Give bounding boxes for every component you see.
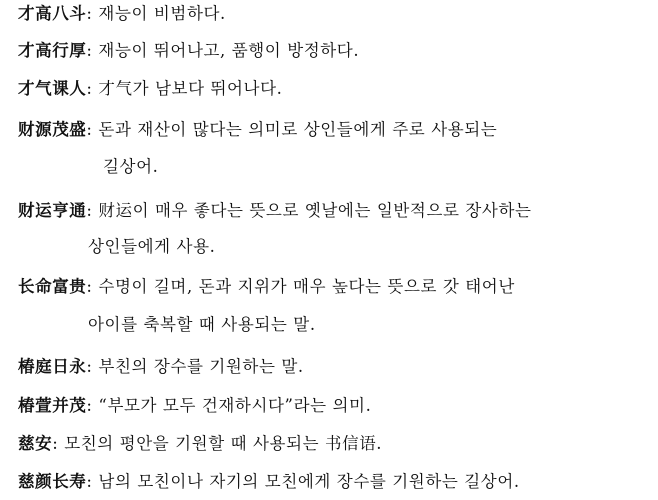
entry-term: 才高八斗 [18,4,87,23]
entry-definition: 수명이 길며, 돈과 지위가 매우 높다는 뜻으로 갓 태어난 [98,277,515,296]
entry-term: 长命富贵 [18,277,87,296]
entry-separator: : [86,41,99,60]
entry-separator: : [86,472,99,491]
entry-definition: 모친의 평안을 기원할 때 사용되는 书信语. [64,434,383,453]
entry-definition: 남의 모친이나 자기의 모친에게 장수를 기원하는 길상어. [98,472,520,491]
entry-separator: : [86,4,99,23]
entry-definition: 재능이 뛰어나고, 품행이 방정하다. [98,41,360,60]
entry-definition: 부친의 장수를 기원하는 말. [98,357,304,376]
entry-separator: : [86,277,99,296]
entry-continuation: 길상어. [103,157,159,176]
entry-separator: : [86,396,99,415]
entry-separator: : [86,79,99,98]
entry-line [18,396,371,416]
entry-line [18,472,520,492]
entry-term: 慈颜长寿 [18,472,87,491]
entry-definition: 돈과 재산이 많다는 의미로 상인들에게 주로 사용되는 [98,120,498,139]
entry-definition: 财运이 매우 좋다는 뜻으로 옛날에는 일반적으로 장사하는 [98,201,532,220]
entry-term: 才气课人 [18,79,87,98]
entry-line [18,434,382,454]
entry-term: 椿萱并茂 [18,396,87,415]
entry-term: 椿庭日永 [18,357,87,376]
entry-term: 慈安 [18,434,53,453]
entry-term: 财运亨通 [18,201,87,220]
entry-line [18,277,515,297]
entry-definition: 才气가 남보다 뛰어나다. [98,79,283,98]
entry-separator: : [86,120,99,139]
entry-line [18,201,532,221]
entry-separator: : [52,434,65,453]
entry-definition: “부모가 모두 건재하시다”라는 의미. [98,396,372,415]
entry-separator: : [86,201,99,220]
entry-continuation: 상인들에게 사용. [88,237,216,256]
entry-separator: : [86,357,99,376]
entry-term: 才高行厚 [18,41,87,60]
entry-term: 财源茂盛 [18,120,87,139]
entry-line [18,41,359,61]
entry-definition: 재능이 비범하다. [98,4,226,23]
entry-line [18,120,497,140]
entry-line [18,4,226,24]
entry-continuation: 아이를 축복할 때 사용되는 말. [88,315,316,334]
entry-line [18,357,304,377]
entry-line [18,79,282,99]
